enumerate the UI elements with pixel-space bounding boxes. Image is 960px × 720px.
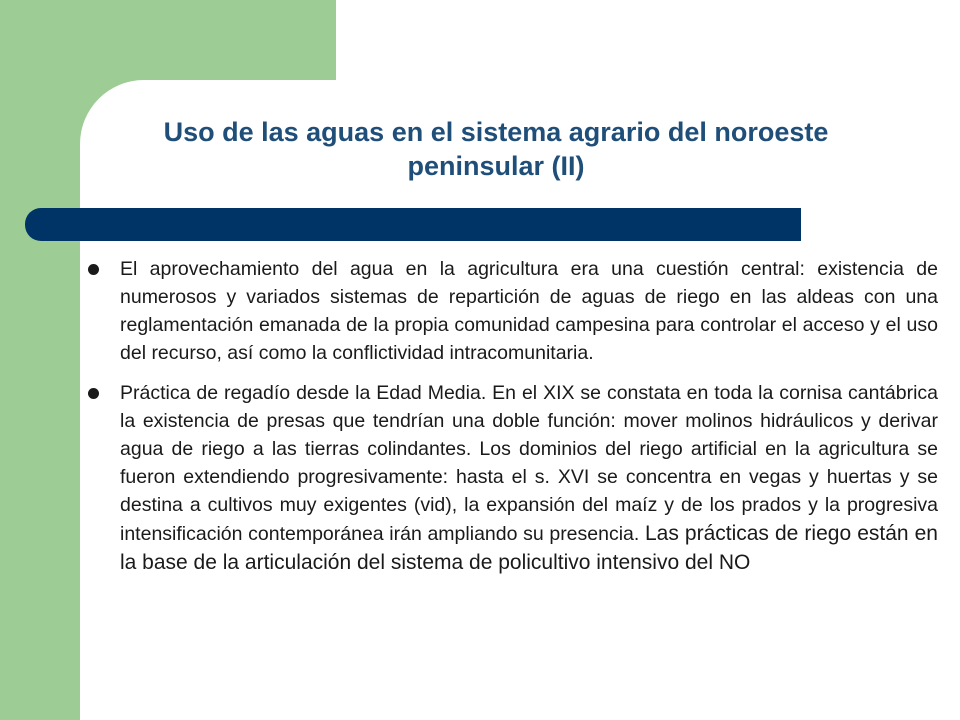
slide-title-line-2: peninsular (II) xyxy=(407,151,585,181)
slide-title xyxy=(96,115,896,183)
slide-title-line-1: Uso de las aguas en el sistema agrario del noroeste xyxy=(163,117,829,147)
title-divider-bar xyxy=(25,208,801,241)
bullet-text: Práctica de regadío desde la Edad Media. En el XIX se constata en toda la cornisa cantábrica la existencia de presas que tendrían una doble función: mover molinos hidráulicos y derivar agua de riego a las tierras colindantes. Los dominios del riego artificial en la agricultura se fueron extendiendo progresivamente: hasta el s. XVI se concentra en vegas y huertas y se destina a cultivos muy exigentes (vid), la expansión del maíz y de los prados y la progresiva intensificación contemporánea irán ampliando su presencia. xyxy=(120,382,938,545)
bullet-dot-icon xyxy=(88,264,99,275)
bullet-item xyxy=(88,379,938,577)
bullet-text-large: Las prácticas de riego están en la base de la articulación del sistema de policultivo intensivo del NO xyxy=(120,522,938,574)
bullet-text: El aprovechamiento del agua en la agricultura era una cuestión central: existencia de numerosos y variados sistemas de repartición de aguas de riego en las aldeas con una reglamentación emanada de la propia comunidad campesina para controlar el acceso y el uso del recurso, así como la conflictividad intracomunitaria. xyxy=(120,258,938,364)
bullet-item xyxy=(88,255,938,367)
bullet-dot-icon xyxy=(88,388,99,399)
bullet-list xyxy=(88,255,938,589)
